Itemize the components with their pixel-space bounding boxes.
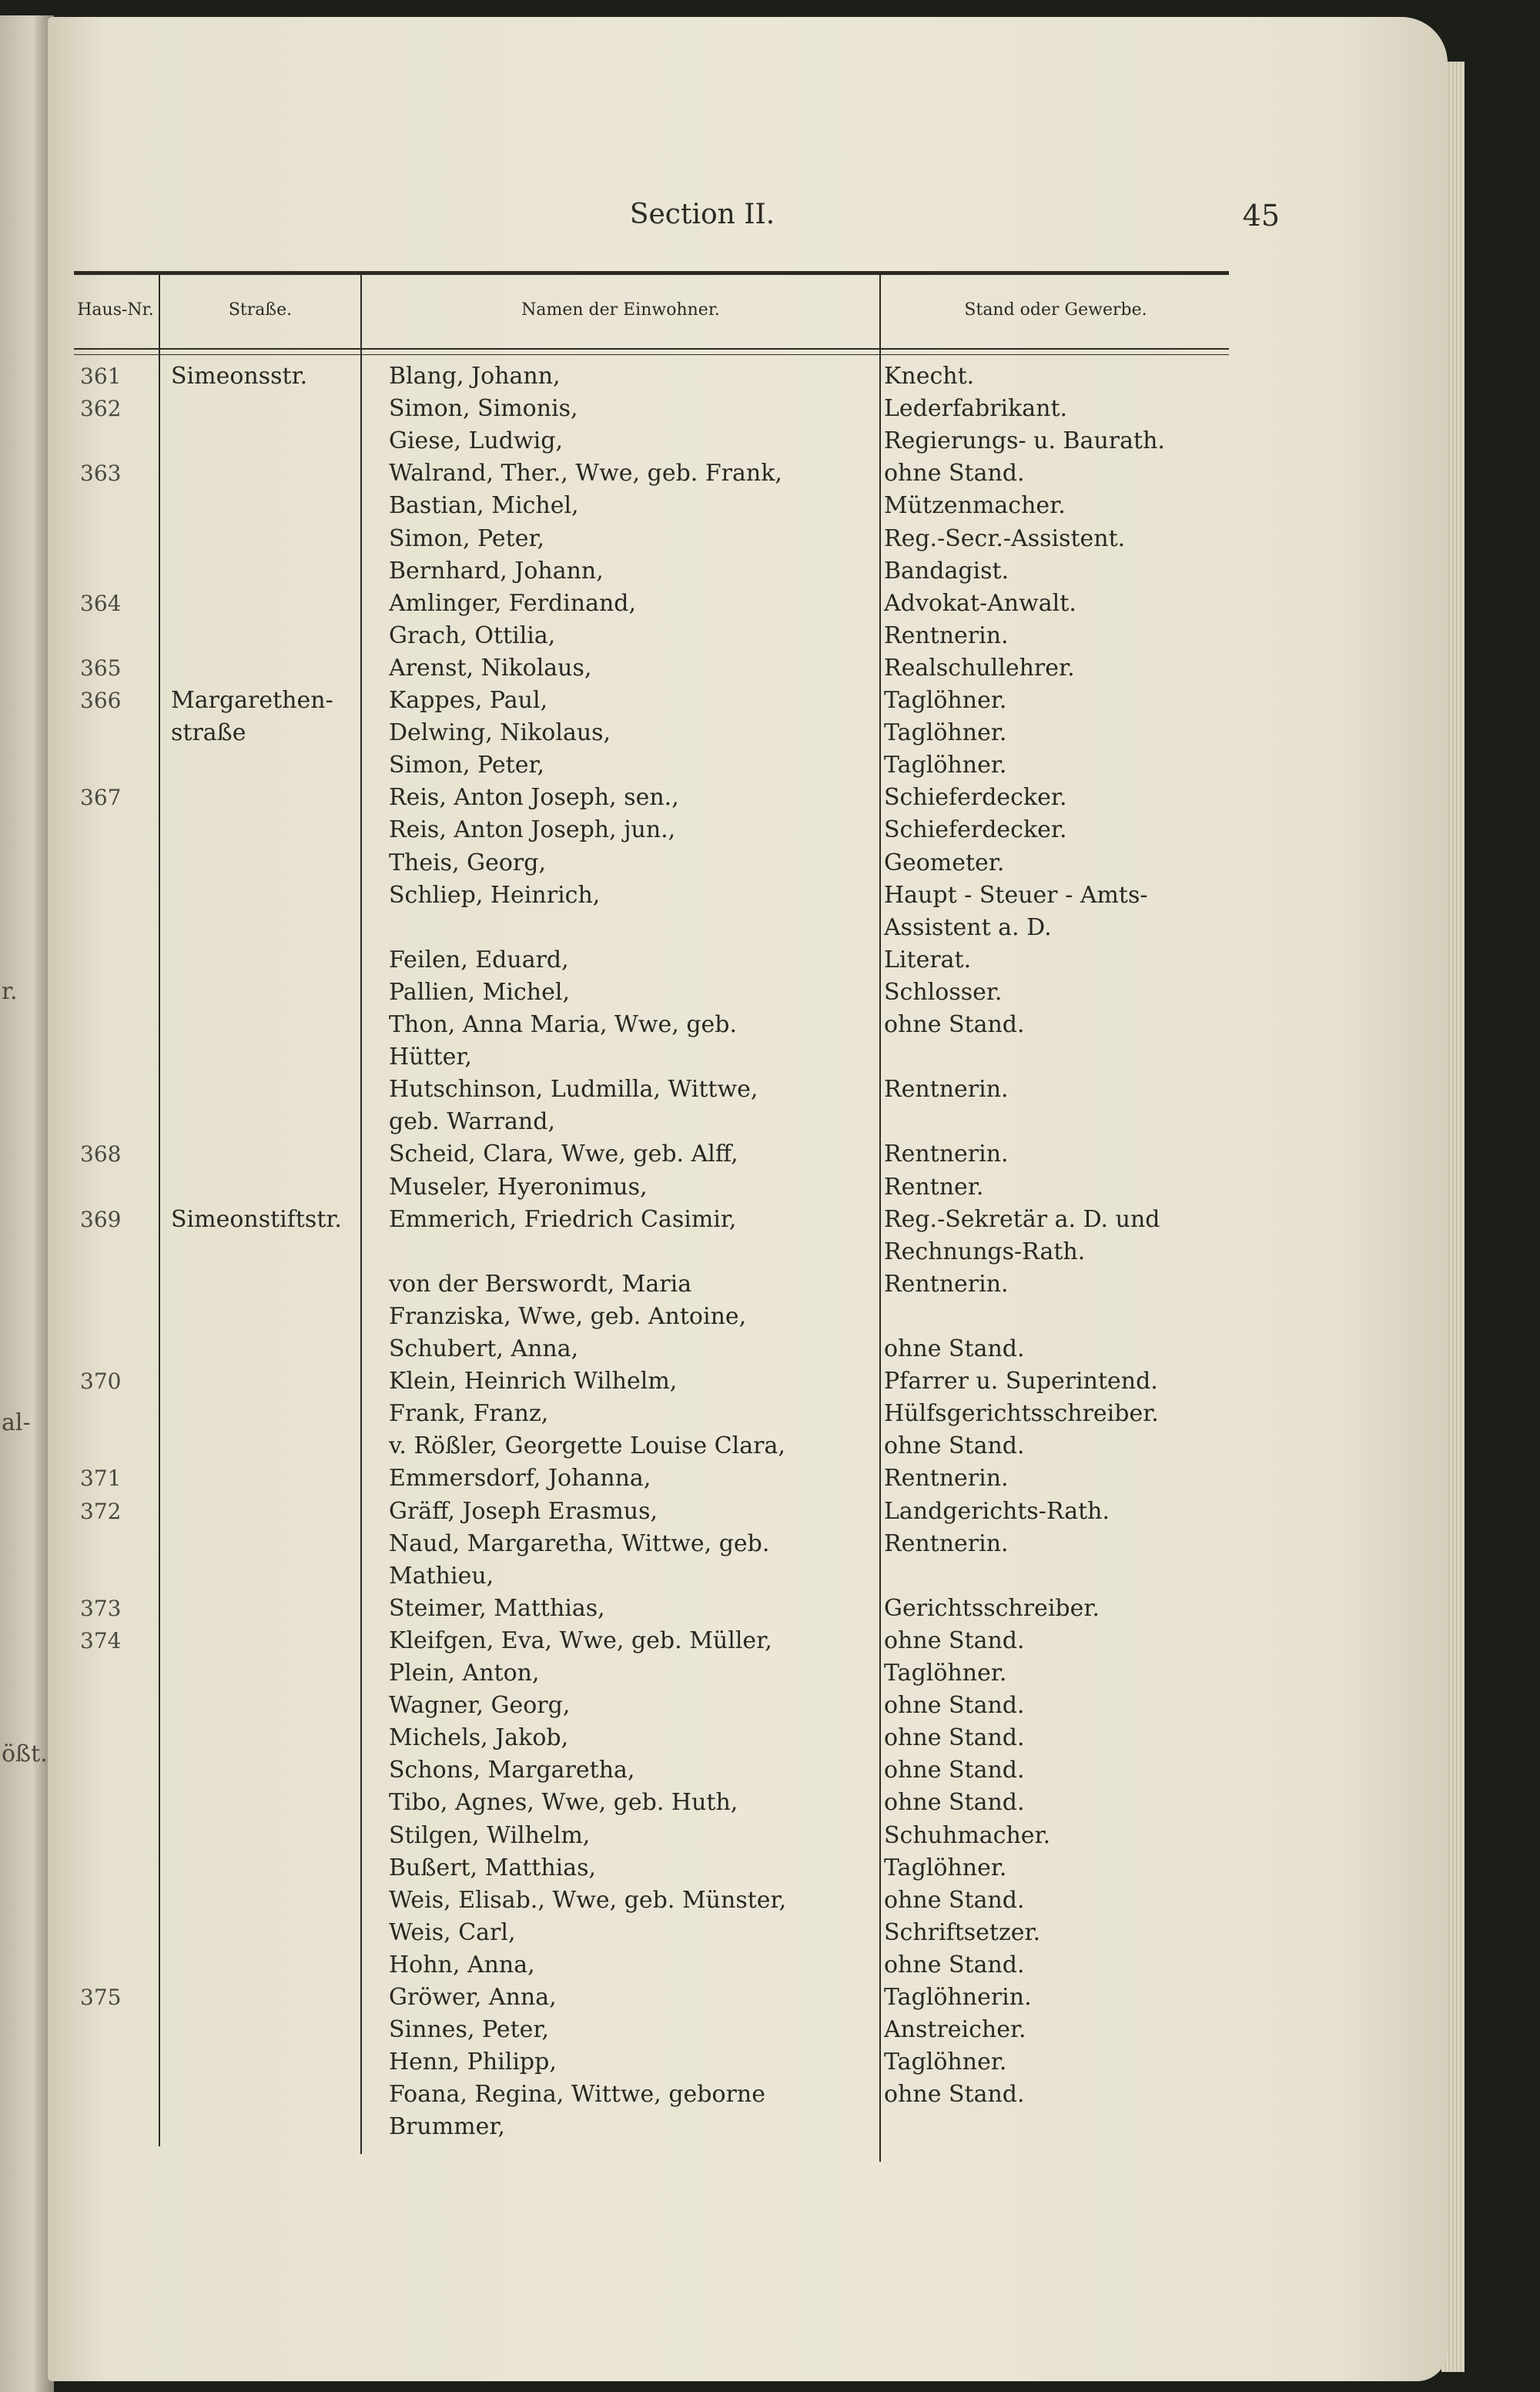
resident-name: Kleifgen, Eva, Wwe, geb. Müller, (389, 1626, 772, 1654)
resident-name: Weis, Carl, (389, 1918, 516, 1946)
header-bottom-rule-2 (74, 354, 1229, 355)
occupation: Taglöhner. (884, 752, 1007, 779)
table-row (0, 2046, 1540, 2079)
resident-name: Simon, Peter, (389, 752, 545, 779)
resident-name: Hütter, (389, 1044, 472, 1071)
house-number: 368 (80, 1141, 122, 1168)
resident-name: Klein, Heinrich Wilhelm, (389, 1368, 678, 1395)
occupation: ohne Stand. (884, 460, 1025, 487)
table-row (0, 749, 1540, 782)
resident-name: Reis, Anton Joseph, sen., (389, 784, 679, 812)
occupation: Schieferdecker. (884, 784, 1067, 812)
resident-name: Gröwer, Anna, (389, 1984, 557, 2011)
header-bottom-rule (74, 348, 1229, 350)
occupation: Bandagist. (884, 557, 1009, 585)
resident-name: Weis, Elisab., Wwe, geb. Münster, (389, 1886, 787, 1914)
occupation: Assistent a. D. (884, 913, 1052, 941)
column-header-names: Namen der Einwohner. (521, 300, 720, 320)
house-number: 373 (80, 1595, 122, 1621)
left-fragment: ößt. (2, 1740, 48, 1767)
resident-name: Frank, Franz, (389, 1400, 549, 1428)
resident-name: v. Rößler, Georgette Louise Clara, (389, 1432, 785, 1460)
table-row (0, 2014, 1540, 2046)
table-row (0, 1268, 1540, 1301)
section-title: Section II. (629, 199, 775, 230)
table-row (0, 1106, 1540, 1138)
table-row (0, 814, 1540, 846)
occupation: ohne Stand. (884, 1335, 1025, 1362)
occupation: Taglöhner. (884, 1660, 1007, 1687)
table-row (0, 1041, 1540, 1074)
occupation: Hülfsgerichtsschreiber. (884, 1400, 1159, 1428)
occupation: Rentner. (884, 1173, 984, 1201)
occupation: Rentnerin. (884, 1270, 1009, 1298)
house-number: 370 (80, 1369, 122, 1395)
occupation: ohne Stand. (884, 1951, 1025, 1978)
occupation: Taglöhner. (884, 719, 1007, 747)
resident-name: Mathieu, (389, 1562, 494, 1590)
occupation: Landgerichts-Rath. (884, 1497, 1110, 1525)
table-row (0, 912, 1540, 944)
table-row (0, 1009, 1540, 1041)
occupation: Rentnerin. (884, 1529, 1009, 1557)
table-row (0, 944, 1540, 977)
occupation: Taglöhner. (884, 687, 1007, 714)
column-header-nr: Haus-Nr. (77, 300, 154, 320)
table-row (0, 1138, 1540, 1171)
resident-name: Grach, Ottilia, (389, 621, 556, 649)
table-row (0, 1917, 1540, 1949)
resident-name: Henn, Philipp, (389, 2049, 557, 2076)
table-row (0, 1560, 1540, 1593)
street-name: Simeonsstr. (171, 363, 308, 390)
resident-name: Hutschinson, Ludmilla, Wittwe, (389, 1076, 758, 1104)
occupation: Literat. (884, 946, 972, 973)
table-row (0, 977, 1540, 1009)
table-row (0, 2079, 1540, 2111)
table-row (0, 1625, 1540, 1657)
resident-name: Simon, Peter, (389, 524, 545, 552)
table-top-rule (74, 271, 1229, 275)
resident-name: Pallien, Michel, (389, 978, 570, 1006)
resident-name: Stilgen, Wilhelm, (389, 1821, 591, 1849)
occupation: Schriftsetzer. (884, 1918, 1041, 1946)
table-row (0, 1949, 1540, 1982)
table-row (0, 1365, 1540, 1398)
resident-name: Scheid, Clara, Wwe, geb. Alff, (389, 1141, 738, 1168)
resident-name: Walrand, Ther., Wwe, geb. Frank, (389, 460, 782, 487)
resident-name: Arenst, Nikolaus, (389, 654, 592, 682)
table-row (0, 1430, 1540, 1462)
resident-name: Blang, Johann, (389, 363, 561, 390)
occupation: Rentnerin. (884, 1141, 1009, 1168)
occupation: Rechnungs-Rath. (884, 1238, 1086, 1265)
occupation: ohne Stand. (884, 1886, 1025, 1914)
resident-name: Bastian, Michel, (389, 492, 579, 520)
table-row (0, 1657, 1540, 1690)
occupation: Pfarrer u. Superintend. (884, 1368, 1158, 1395)
resident-name: Emmersdorf, Johanna, (389, 1465, 651, 1492)
house-number: 364 (80, 590, 122, 616)
occupation: ohne Stand. (884, 1011, 1025, 1038)
page-number: 45 (1242, 199, 1280, 233)
resident-name: Reis, Anton Joseph, jun., (389, 816, 676, 844)
occupation: ohne Stand. (884, 1757, 1025, 1784)
table-row (0, 782, 1540, 814)
table-row (0, 1722, 1540, 1754)
house-number: 372 (80, 1498, 122, 1524)
table-row (0, 1462, 1540, 1495)
occupation: Schuhmacher. (884, 1821, 1051, 1849)
table-row (0, 1820, 1540, 1852)
resident-name: Gräff, Joseph Erasmus, (389, 1497, 658, 1525)
table-row (0, 652, 1540, 685)
table-row (0, 1754, 1540, 1787)
resident-name: Sinnes, Peter, (389, 2016, 549, 2044)
table-row (0, 685, 1540, 717)
occupation: Reg.-Sekretär a. D. und (884, 1205, 1160, 1233)
column-header-stand: Stand oder Gewerbe. (964, 300, 1147, 320)
table-row (0, 1074, 1540, 1106)
occupation: Geometer. (884, 849, 1005, 876)
resident-name: Wagner, Georg, (389, 1692, 571, 1720)
table-row (0, 393, 1540, 425)
house-number: 374 (80, 1627, 122, 1653)
occupation: ohne Stand. (884, 1692, 1025, 1720)
table-row (0, 555, 1540, 588)
house-number: 361 (80, 363, 122, 389)
table-row (0, 425, 1540, 457)
table-row (0, 1333, 1540, 1365)
street-name: straße (171, 719, 246, 747)
table-row (0, 523, 1540, 555)
resident-name: Bußert, Matthias, (389, 1854, 597, 1881)
occupation: Realschullehrer. (884, 654, 1075, 682)
house-number: 366 (80, 688, 122, 713)
table-row (0, 1204, 1540, 1236)
resident-name: Michels, Jakob, (389, 1724, 569, 1752)
resident-name: Schons, Margaretha, (389, 1757, 635, 1784)
occupation: Regierungs- u. Baurath. (884, 427, 1165, 455)
table-row (0, 588, 1540, 620)
resident-name: Brummer, (389, 2113, 505, 2141)
resident-name: Museler, Hyeronimus, (389, 1173, 648, 1201)
house-number: 365 (80, 655, 122, 681)
resident-name: Naud, Margaretha, Wittwe, geb. (389, 1529, 770, 1557)
table-row (0, 1496, 1540, 1528)
table-row (0, 1593, 1540, 1625)
left-fragment: al- (2, 1409, 31, 1436)
resident-name: Amlinger, Ferdinand, (389, 589, 637, 617)
table-row (0, 1171, 1540, 1204)
table-row (0, 1787, 1540, 1819)
house-number: 371 (80, 1466, 122, 1492)
occupation: Taglöhner. (884, 2049, 1007, 2076)
occupation: Taglöhnerin. (884, 1984, 1032, 2011)
resident-name: Giese, Ludwig, (389, 427, 563, 455)
table-row (0, 847, 1540, 879)
table-row (0, 620, 1540, 652)
occupation: ohne Stand. (884, 1626, 1025, 1654)
table-row (0, 1236, 1540, 1268)
resident-name: Steimer, Matthias, (389, 1594, 605, 1622)
table-row (0, 457, 1540, 490)
table-row (0, 1301, 1540, 1333)
resident-name: Thon, Anna Maria, Wwe, geb. (389, 1011, 738, 1038)
house-number: 375 (80, 1985, 122, 2010)
resident-name: Emmerich, Friedrich Casimir, (389, 1205, 737, 1233)
table-row (0, 1528, 1540, 1560)
occupation: ohne Stand. (884, 1724, 1025, 1752)
occupation: Haupt - Steuer - Amts- (884, 881, 1148, 909)
column-header-street: Straße. (228, 300, 293, 320)
resident-name: Tibo, Agnes, Wwe, geb. Huth, (389, 1789, 738, 1817)
table-row (0, 1690, 1540, 1722)
resident-name: Simon, Simonis, (389, 395, 578, 423)
table-row (0, 2111, 1540, 2143)
street-name: Margarethen- (171, 687, 333, 714)
resident-name: Schubert, Anna, (389, 1335, 579, 1362)
occupation: Gerichtsschreiber. (884, 1594, 1100, 1622)
table-row (0, 1398, 1540, 1430)
resident-name: Kappes, Paul, (389, 687, 548, 714)
table-row (0, 879, 1540, 912)
page-header (48, 199, 1448, 245)
resident-name: von der Berswordt, Maria (389, 1270, 692, 1298)
resident-name: Delwing, Nikolaus, (389, 719, 611, 747)
table-row (0, 717, 1540, 749)
occupation: ohne Stand. (884, 2081, 1025, 2109)
house-number: 367 (80, 785, 122, 811)
resident-name: Bernhard, Johann, (389, 557, 604, 585)
house-number: 369 (80, 1206, 122, 1232)
occupation: ohne Stand. (884, 1789, 1025, 1817)
resident-name: Schliep, Heinrich, (389, 881, 601, 909)
occupation: Reg.-Secr.-Assistent. (884, 524, 1126, 552)
occupation: Lederfabrikant. (884, 395, 1068, 423)
resident-name: Plein, Anton, (389, 1660, 540, 1687)
house-number: 362 (80, 396, 122, 422)
resident-name: Feilen, Eduard, (389, 946, 569, 973)
occupation: Taglöhner. (884, 1854, 1007, 1881)
table-row (0, 490, 1540, 522)
occupation: Rentnerin. (884, 1076, 1009, 1104)
occupation: Anstreicher. (884, 2016, 1026, 2044)
occupation: Schieferdecker. (884, 816, 1067, 844)
resident-name: Foana, Regina, Wittwe, geborne (389, 2081, 765, 2109)
left-fragment: r. (2, 978, 18, 1005)
occupation: Schlosser. (884, 978, 1003, 1006)
occupation: Rentnerin. (884, 1465, 1009, 1492)
table-row (0, 360, 1540, 393)
resident-name: Franziska, Wwe, geb. Antoine, (389, 1302, 747, 1330)
table-row (0, 1884, 1540, 1917)
occupation: ohne Stand. (884, 1432, 1025, 1460)
resident-name: Hohn, Anna, (389, 1951, 535, 1978)
house-number: 363 (80, 461, 122, 487)
occupation: Knecht. (884, 363, 975, 390)
resident-name: Theis, Georg, (389, 849, 547, 876)
table-row (0, 1982, 1540, 2014)
occupation: Advokat-Anwalt. (884, 589, 1076, 617)
resident-name: geb. Warrand, (389, 1108, 555, 1136)
street-name: Simeonstiftstr. (171, 1205, 342, 1233)
occupation: Mützenmacher. (884, 492, 1066, 520)
occupation: Rentnerin. (884, 621, 1009, 649)
table-row (0, 1852, 1540, 1884)
